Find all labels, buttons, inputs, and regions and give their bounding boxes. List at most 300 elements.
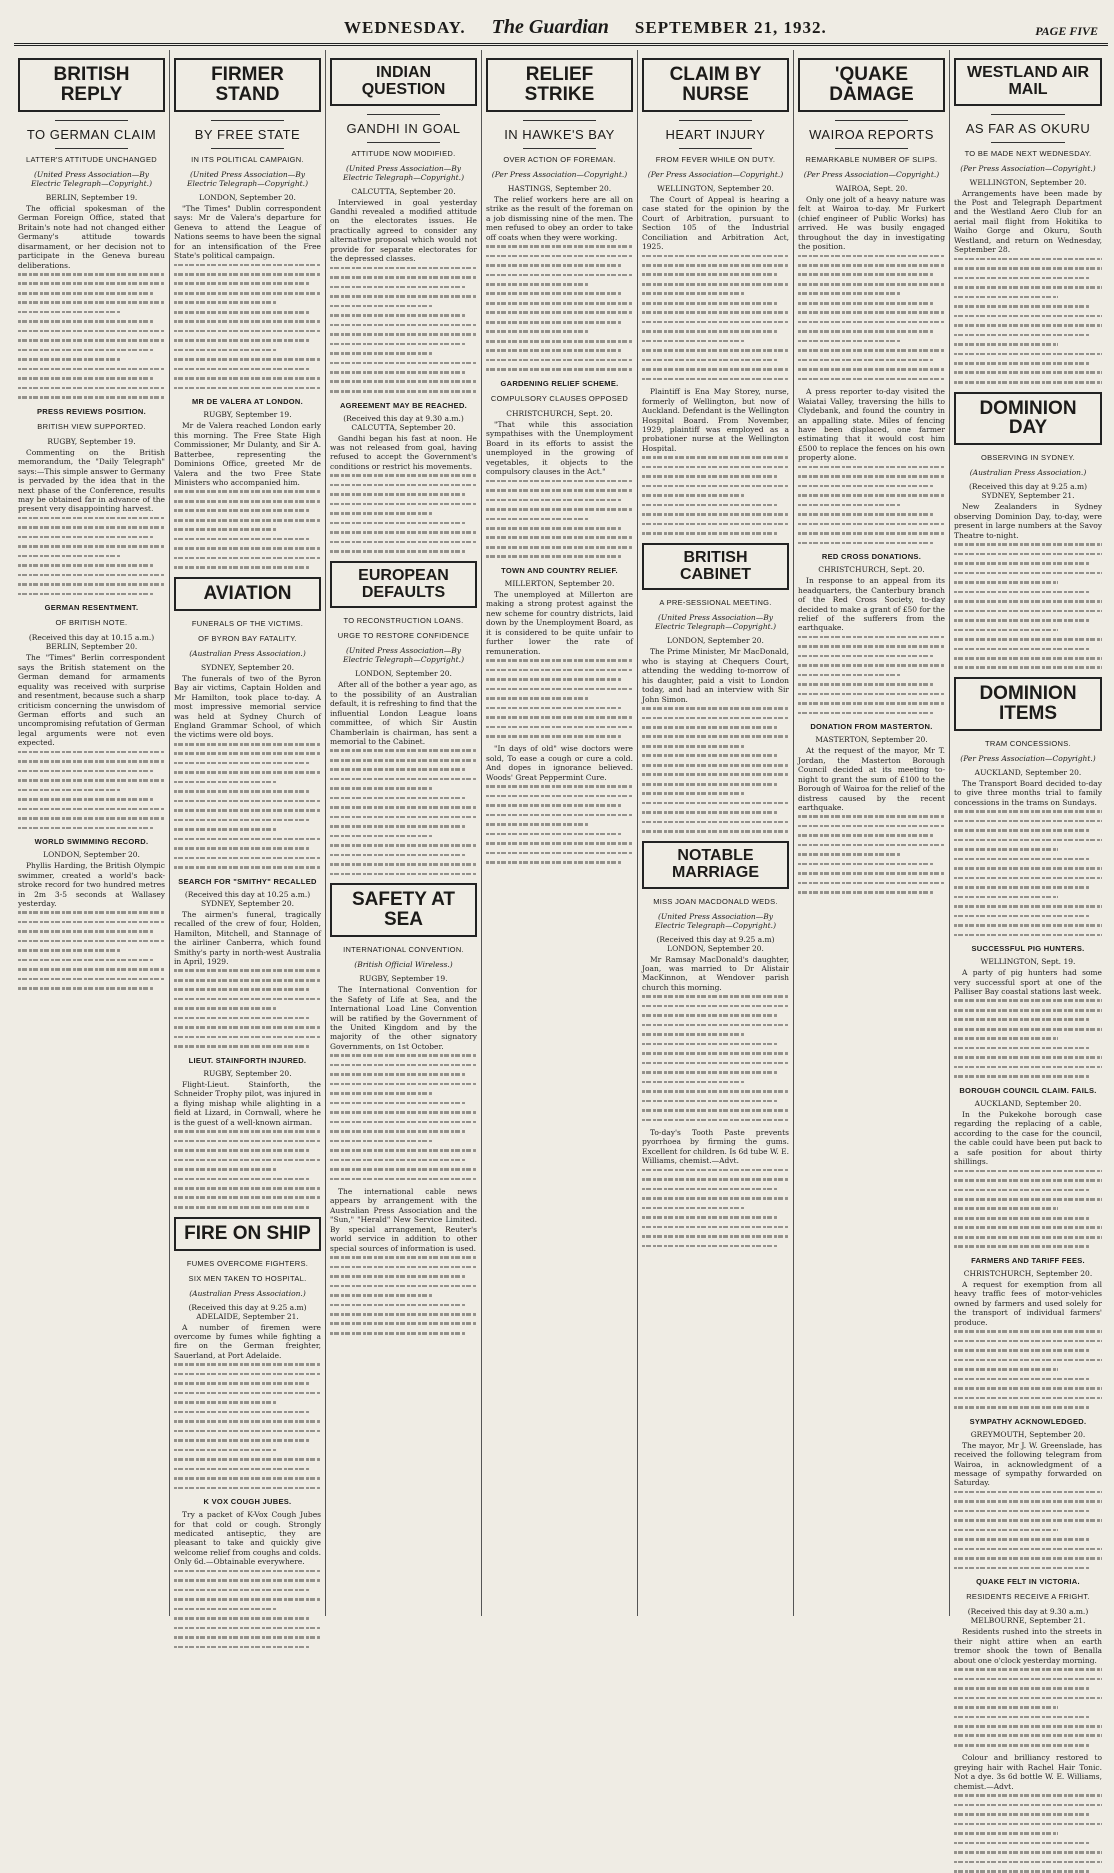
- article-body: Phyllis Harding, the British Olympic swimmer, created a world's back-stroke record for two hundred metres in 2m 3-5 seconds at Wallasey yesterday.: [18, 861, 165, 908]
- dateline: LONDON, September 20.: [667, 636, 764, 646]
- article-body: The international cable news appears by arrangement with the Australian Press Association and the "Sun," "Herald" New Service Limited. By special arrangement, Reuter's world service in addition to other special sources of information is used.: [330, 1187, 477, 1253]
- text-line: [18, 987, 153, 990]
- text-line: [486, 716, 633, 719]
- text-line: [642, 1024, 789, 1027]
- headline: BRITISH CABINET: [642, 543, 789, 591]
- text-line: [954, 1349, 1090, 1352]
- text-line: [174, 387, 321, 390]
- text-line: [642, 1169, 789, 1172]
- article-body: The relief workers here are all on strike as the result of the foreman on a job dismissing nine of the men. The men refused to obey an order to take off coats when they were working.: [486, 194, 633, 242]
- text-line: [798, 712, 933, 715]
- divider-rule: [991, 142, 1065, 143]
- masthead-left: [344, 16, 827, 39]
- text-line: [330, 1054, 477, 1057]
- text-line: [954, 1697, 1102, 1700]
- text-line: [954, 1397, 1102, 1400]
- text-line: [642, 283, 789, 286]
- article: [174, 577, 321, 869]
- text-line: [642, 1235, 789, 1238]
- text-line: [486, 795, 633, 798]
- divider-rule: [211, 148, 285, 149]
- deck-line: SIX MEN TAKEN TO HOSPITAL.: [188, 1273, 307, 1283]
- text-line: [330, 778, 477, 781]
- text-lines: [174, 264, 321, 390]
- text-line: [486, 340, 633, 343]
- article: [642, 543, 789, 833]
- text-lines: [174, 1363, 321, 1489]
- text-line: [954, 1009, 1102, 1012]
- text-line: [174, 1363, 321, 1366]
- divider-rule: [55, 148, 129, 149]
- article-body: The funerals of two of the Byron Bay air victims, Captain Holden and Mr Hamilton, took place to-day. A most impressive memorial service was held at Sydney Church of England Grammar School, of which the victims were old boys.: [174, 673, 321, 740]
- text-line: [642, 1081, 745, 1084]
- text-line: [174, 1420, 321, 1423]
- text-line: [174, 1017, 309, 1020]
- text-lines: [330, 1054, 477, 1180]
- text-line: [486, 527, 621, 530]
- text-line: [954, 1734, 1102, 1737]
- deck-line: RESIDENTS RECEIVE A FRIGHT.: [966, 1592, 1090, 1602]
- text-line: [954, 543, 1102, 546]
- text-line: [486, 368, 633, 371]
- text-line: [954, 629, 1058, 632]
- text-line: [642, 1090, 789, 1093]
- divider-rule: [523, 120, 597, 121]
- text-line: [954, 924, 1102, 927]
- text-line: [954, 1066, 1102, 1069]
- text-line: [954, 666, 1102, 669]
- text-line: [330, 1130, 465, 1133]
- text-line: [954, 839, 1102, 842]
- text-line: [798, 359, 933, 362]
- text-line: [18, 301, 165, 304]
- text-line: [642, 255, 789, 258]
- dateline: (Received this day at 9.25 a.m) ADELAIDE, September 21.: [188, 1302, 307, 1321]
- text-line: [954, 572, 1102, 575]
- divider-rule: [991, 114, 1065, 115]
- article-body: "In days of old" wise doctors were sold, To ease a cough or cure a cold. And dopes in ignorance believed. Woods' Great Peppermint Cure.: [486, 744, 633, 782]
- text-line: [954, 1548, 1102, 1551]
- text-line: [954, 1368, 1058, 1371]
- headline: EUROPEAN DEFAULTS: [330, 561, 477, 609]
- text-line: [642, 273, 777, 276]
- text-line: [174, 519, 321, 522]
- article: [798, 58, 945, 380]
- section-heading: SEARCH FOR "SMITHY" RECALLED: [178, 876, 317, 886]
- text-line: [954, 1387, 1102, 1390]
- text-line: [174, 320, 321, 323]
- article-body: In the Pukekohe borough case regarding the replacing of a cable, according to the case for the council, the cable could have been put back to a safe position for about thirty shillings.: [954, 1109, 1102, 1167]
- text-lines: [954, 1668, 1102, 1746]
- text-line: [954, 1028, 1102, 1031]
- text-line: [174, 1458, 321, 1461]
- text-line: [954, 1179, 1102, 1182]
- text-line: [954, 315, 1102, 318]
- text-line: [330, 1159, 465, 1162]
- text-line: [798, 349, 945, 352]
- text-line: [18, 911, 165, 914]
- text-line: [954, 371, 1102, 374]
- text-line: [18, 968, 165, 971]
- text-line: [798, 321, 945, 324]
- text-line: [954, 1529, 1058, 1532]
- text-line: [642, 513, 789, 516]
- article: [486, 58, 633, 371]
- text-line: [174, 1382, 309, 1385]
- text-lines: [954, 1330, 1102, 1408]
- text-lines: [642, 995, 789, 1121]
- text-line: [18, 817, 165, 820]
- text-line: [798, 702, 945, 705]
- article: [330, 1187, 477, 1335]
- text-line: [486, 823, 589, 826]
- text-line: [954, 1236, 1102, 1239]
- section-heading: MR DE VALERA AT LONDON.: [191, 397, 304, 407]
- text-line: [330, 1140, 433, 1143]
- text-line: [954, 1075, 1090, 1078]
- text-line: [330, 835, 433, 838]
- divider-rule: [211, 120, 285, 121]
- byline: (United Press Association—By Electric Telegraph—Copyright.): [654, 613, 776, 632]
- text-lines: [954, 1794, 1102, 1872]
- text-line: [642, 340, 745, 343]
- text-line: [174, 292, 321, 295]
- text-line: [18, 339, 165, 342]
- text-line: [642, 754, 777, 757]
- page-number: PAGE FIVE: [1035, 24, 1098, 38]
- text-line: [798, 872, 945, 875]
- text-line: [642, 1062, 789, 1065]
- text-line: [954, 1716, 1090, 1719]
- divider-rule: [55, 120, 129, 121]
- dateline: SYDNEY, September 20.: [201, 662, 294, 672]
- text-line: [174, 282, 309, 285]
- text-line: [954, 562, 1090, 565]
- text-line: [486, 546, 633, 549]
- text-line: [642, 745, 745, 748]
- deck-line: FUMES OVERCOME FIGHTERS.: [186, 1258, 309, 1268]
- text-line: [954, 1794, 1102, 1797]
- text-line: [486, 707, 621, 710]
- text-line: [174, 752, 321, 755]
- masthead-date: SEPTEMBER 21, 1932.: [634, 18, 827, 37]
- text-line: [642, 475, 777, 478]
- text-lines: [954, 999, 1102, 1077]
- article-body: Mr de Valera reached London early this morning. The Free State High Commissioner, Mr Dulanty, and Sir A. Batterbee, representing the Dominions Office, greeted Mr de Valera and the two Free State Ministers who accompanied him.: [174, 421, 321, 488]
- subheadline: IN HAWKE'S BAY: [504, 126, 615, 142]
- article-body: In response to an appeal from its headquarters, the Canterbury branch of the Red Cross Society, to-day decided to make a grant of £50 for the relief of the sufferers from the earthquake.: [798, 576, 945, 633]
- text-line: [174, 762, 309, 765]
- text-line: [954, 934, 1102, 937]
- text-line: [954, 591, 1090, 594]
- dateline: (Received this day at 9.30 a.m.) CALCUTTA, September 20.: [343, 413, 464, 432]
- text-line: [954, 305, 1090, 308]
- text-line: [642, 504, 777, 507]
- dateline: WAIROA, Sept. 20.: [835, 183, 908, 193]
- text-line: [174, 1608, 277, 1611]
- text-line: [642, 485, 789, 488]
- text-line: [798, 834, 933, 837]
- text-line: [174, 330, 321, 333]
- text-line: [486, 669, 633, 672]
- text-line: [330, 305, 433, 308]
- text-lines: [174, 743, 321, 869]
- headline: 'QUAKE DAMAGE: [798, 58, 945, 112]
- text-lines: [330, 474, 477, 552]
- text-line: [486, 518, 589, 521]
- article: [174, 397, 321, 569]
- text-line: [798, 636, 945, 639]
- text-line: [798, 513, 933, 516]
- text-line: [330, 1083, 477, 1086]
- headline: INDIAN QUESTION: [330, 58, 477, 106]
- subheadline: GANDHI IN GOAL: [346, 120, 461, 136]
- text-lines: [486, 480, 633, 558]
- text-line: [174, 528, 277, 531]
- text-line: [642, 1207, 745, 1210]
- text-line: [486, 302, 633, 305]
- text-line: [954, 610, 1102, 613]
- text-line: [18, 798, 153, 801]
- subheadline: TO GERMAN CLAIM: [26, 126, 157, 142]
- text-line: [954, 1744, 1090, 1747]
- dateline: (Received this day at 9.25 a.m) SYDNEY, September 21.: [968, 482, 1088, 501]
- article-body: After all of the bother a year ago, as to the possibility of an Australian default, it is refreshing to find that the influential London League loans committee, of which Sir Austin Chamberlain is chairman, has sent a memorial to the Cabinet.: [330, 680, 477, 746]
- text-line: [174, 988, 309, 991]
- text-line: [174, 1598, 321, 1601]
- text-line: [798, 674, 901, 677]
- text-line: [330, 1275, 465, 1278]
- text-line: [174, 1130, 321, 1133]
- text-line: [954, 1378, 1090, 1381]
- text-line: [330, 1294, 433, 1297]
- article: [642, 58, 789, 380]
- text-line: [798, 532, 945, 535]
- text-line: [954, 638, 1102, 641]
- text-line: [954, 820, 1102, 823]
- article-body: The Transport Board decided to-day to give three months trial to family concessions in the trams on Sundays.: [954, 778, 1102, 807]
- text-line: [174, 1159, 321, 1162]
- dateline: CHRISTCHURCH, Sept. 20.: [506, 408, 613, 418]
- headline: DOMINION ITEMS: [954, 677, 1102, 731]
- text-line: [642, 1052, 789, 1055]
- text-line: [798, 891, 933, 894]
- text-line: [18, 564, 153, 567]
- masthead: [14, 8, 1108, 46]
- article-body: The Court of Appeal is hearing a case stated for the opinion by the Court of Arbitration, pursuant to Section 105 of the Industrial Conciliation and Arbitration Act, 1925.: [642, 194, 789, 252]
- text-line: [18, 921, 165, 924]
- text-line: [18, 770, 153, 773]
- dateline: RUGBY, September 20.: [203, 1068, 292, 1078]
- article-body: Mr Ramsay MacDonald's daughter, Joan, was married to Dr Alistair MacKinnon, at Wendover parish church this morning.: [642, 954, 789, 992]
- column-5: [638, 50, 794, 1616]
- text-line: [330, 1285, 477, 1288]
- text-line: [798, 494, 945, 497]
- text-lines: [174, 1570, 321, 1648]
- text-line: [330, 286, 465, 289]
- text-line: [330, 787, 433, 790]
- text-line: [486, 330, 589, 333]
- text-line: [486, 814, 633, 817]
- text-line: [18, 978, 165, 981]
- article: [18, 407, 165, 596]
- text-line: [954, 1706, 1058, 1709]
- deck-line: TRAM CONCESSIONS.: [985, 738, 1071, 748]
- text-line: [798, 882, 945, 885]
- text-line: [486, 555, 621, 558]
- dateline: WELLINGTON, Sept. 19.: [980, 957, 1076, 967]
- dateline: HASTINGS, September 20.: [507, 183, 612, 193]
- text-line: [174, 264, 321, 267]
- section-heading: QUAKE FELT IN VICTORIA.: [976, 1577, 1080, 1587]
- text-line: [954, 1406, 1090, 1409]
- text-line: [174, 1487, 321, 1490]
- article-body: The Prime Minister, Mr MacDonald, who is staying at Chequers Court, attending the wedding to-morrow of his daughter, paid a visit to London today, and had an interview with Sir John Simon.: [642, 647, 789, 704]
- text-line: [330, 1149, 477, 1152]
- text-line: [642, 1014, 777, 1017]
- divider-rule: [367, 142, 441, 143]
- text-line: [330, 1178, 477, 1181]
- text-line: [18, 292, 153, 295]
- text-line: [642, 1216, 777, 1219]
- headline: DOMINION DAY: [954, 392, 1102, 446]
- text-line: [954, 1870, 1090, 1873]
- dateline: CHRISTCHURCH, September 20.: [963, 1269, 1093, 1279]
- text-line: [18, 273, 165, 276]
- text-line: [486, 311, 633, 314]
- byline: (Australian Press Association.): [189, 648, 306, 658]
- text-line: [18, 358, 121, 361]
- text-line: [954, 657, 1102, 660]
- text-lines: [798, 255, 945, 381]
- text-line: [642, 717, 789, 720]
- text-lines: [18, 911, 165, 989]
- text-line: [954, 858, 1090, 861]
- article-body: A press reporter to-day visited the Waiatai Valley, traversing the hills to Clydebank, and found the country in an appalling state. Miles of fencing have been displaced, one farmer estimating that it would cost him £500 to replace the fences on his own property alone.: [798, 387, 945, 463]
- text-lines: [330, 749, 477, 875]
- text-line: [174, 743, 321, 746]
- text-line: [174, 358, 321, 361]
- text-line: [642, 707, 789, 710]
- text-line: [486, 833, 621, 836]
- text-line: [174, 1045, 309, 1048]
- article: [18, 837, 165, 990]
- text-line: [642, 330, 777, 333]
- text-lines: [954, 1170, 1102, 1248]
- text-line: [330, 324, 477, 327]
- text-line: [330, 759, 477, 762]
- text-line: [954, 1861, 1102, 1864]
- masthead-day: WEDNESDAY.: [344, 18, 466, 37]
- article: [330, 561, 477, 876]
- deck-line: URGE TO RESTORE CONFIDENCE: [337, 631, 470, 641]
- text-line: [954, 1813, 1090, 1816]
- text-line: [174, 349, 277, 352]
- byline: (Australian Press Association.): [189, 1288, 306, 1298]
- headline: RELIEF STRIKE: [486, 58, 633, 112]
- text-line: [798, 825, 945, 828]
- columns-container: [14, 50, 1108, 1791]
- text-line: [954, 324, 1102, 327]
- text-lines: [486, 245, 633, 371]
- text-line: [486, 852, 633, 855]
- dateline: MILLERTON, September 20.: [504, 579, 615, 589]
- text-lines: [18, 517, 165, 595]
- text-line: [954, 1359, 1102, 1362]
- text-line: [174, 1430, 321, 1433]
- text-line: [330, 1266, 477, 1269]
- article: [954, 58, 1102, 384]
- byline: (United Press Association—By Electric Telegraph—Copyright.): [342, 163, 464, 182]
- text-line: [330, 362, 477, 365]
- text-line: [642, 773, 789, 776]
- text-line: [486, 292, 621, 295]
- section-heading: FARMERS AND TARIFF FEES.: [971, 1256, 1085, 1266]
- text-line: [486, 321, 621, 324]
- text-line: [18, 930, 153, 933]
- text-line: [174, 838, 321, 841]
- text-line: [798, 853, 901, 856]
- text-line: [330, 343, 465, 346]
- text-line: [954, 258, 1102, 261]
- text-line: [330, 854, 465, 857]
- text-line: [486, 785, 633, 788]
- article: [174, 1497, 321, 1648]
- deck-line: INTERNATIONAL CONVENTION.: [343, 945, 464, 955]
- text-line: [642, 811, 777, 814]
- section-heading: BOROUGH COUNCIL CLAIM. FAILS.: [959, 1085, 1097, 1095]
- text-line: [330, 844, 477, 847]
- text-lines: [954, 810, 1102, 936]
- dateline: GREYMOUTH, September 20.: [970, 1429, 1086, 1439]
- deck-line: OBSERVING IN SYDNEY.: [980, 453, 1076, 463]
- text-line: [798, 302, 933, 305]
- text-line: [486, 480, 633, 483]
- text-line: [954, 1018, 1090, 1021]
- text-line: [486, 245, 633, 248]
- article: [174, 877, 321, 1048]
- text-line: [330, 371, 465, 374]
- deck-line: OF BYRON BAY FATALITY.: [198, 633, 297, 643]
- text-lines: [642, 456, 789, 534]
- text-line: [330, 825, 465, 828]
- text-line: [18, 368, 165, 371]
- text-line: [954, 1340, 1102, 1343]
- text-line: [954, 334, 1090, 337]
- divider-rule: [835, 120, 909, 121]
- text-line: [174, 1140, 321, 1143]
- article: [954, 1577, 1102, 1746]
- text-line: [642, 830, 789, 833]
- text-line: [642, 783, 777, 786]
- text-line: [954, 1198, 1102, 1201]
- text-line: [954, 829, 1090, 832]
- article-body: "That while this association sympathises with the Unemployment Board in its efforts to assist the unemployed in the growing of vegetables, it objects to the compulsory clauses in the Act.": [486, 419, 633, 477]
- text-line: [174, 781, 277, 784]
- section-heading: WORLD SWIMMING RECORD.: [34, 837, 149, 847]
- text-line: [330, 314, 465, 317]
- text-line: [330, 1168, 477, 1171]
- text-line: [486, 861, 621, 864]
- text-line: [330, 1304, 465, 1307]
- text-line: [798, 311, 945, 314]
- text-line: [642, 494, 745, 497]
- text-line: [642, 995, 789, 998]
- text-line: [642, 764, 789, 767]
- text-line: [330, 380, 477, 383]
- text-line: [642, 821, 789, 824]
- text-line: [954, 619, 1090, 622]
